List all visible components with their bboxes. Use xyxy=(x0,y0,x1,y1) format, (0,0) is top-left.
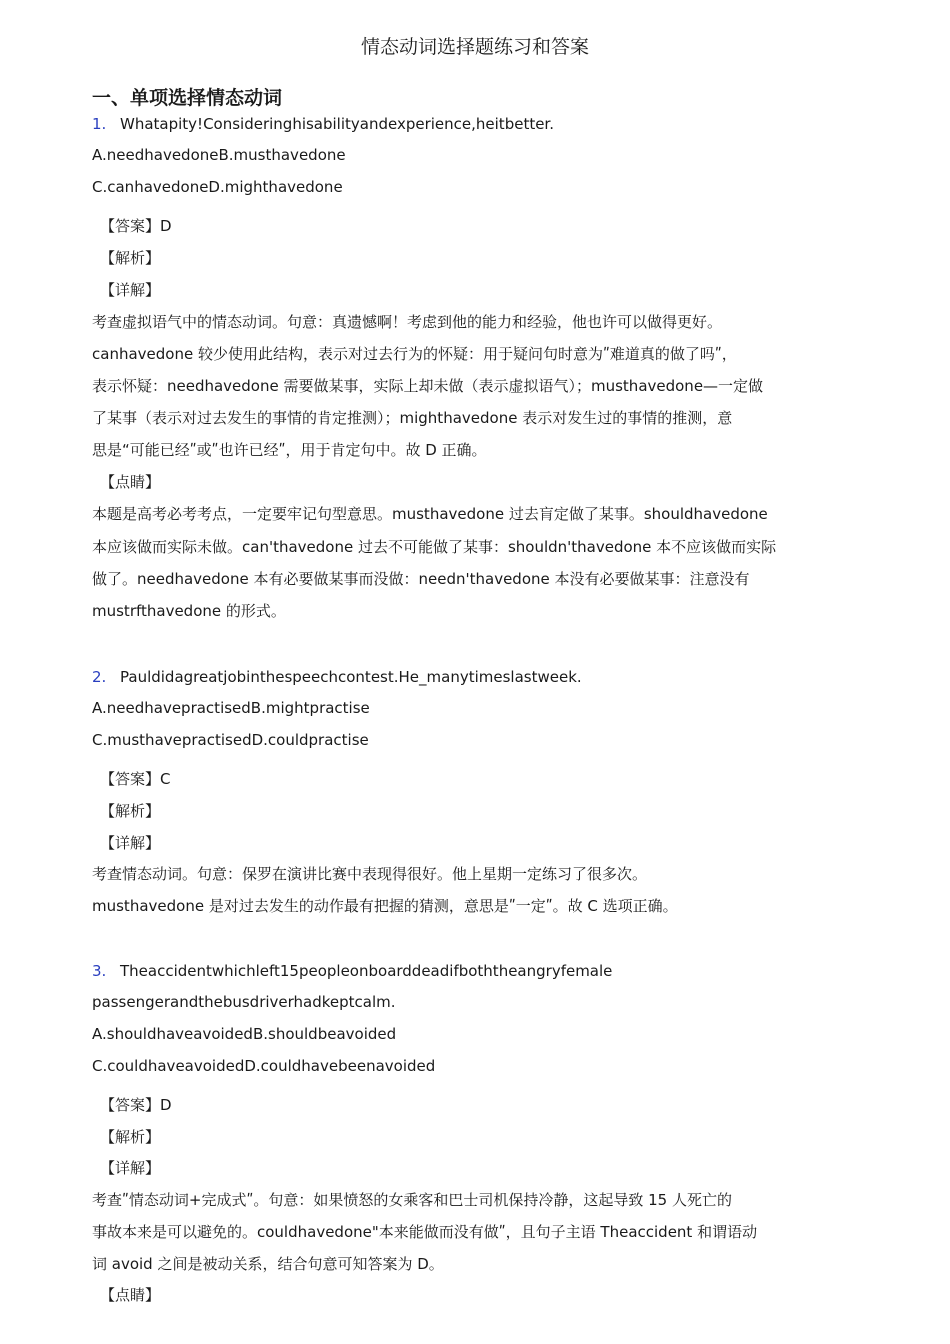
question-2-stem: 2. Pauldidagreatjobinthespeechcontest.He_manytimeslastweek. xyxy=(92,668,582,686)
question-3-stem-line: passengerandthebusdriverhadkeptcalm. xyxy=(92,993,396,1011)
tip-text-line: 本应该做而实际未做。can'thavedone 过去不可能做了某事：shouldn'thavedone 本不应该做而实际 xyxy=(92,538,777,556)
tip-text-line: 做了。needhavedone 本有必要做某事而没做：needn'thavedone 本没有必要做某事：注意没有 xyxy=(92,570,750,588)
document-title: 情态动词选择题练习和答案 xyxy=(360,36,589,58)
detail-text-line: 词 avoid 之间是被动关系，结合句意可知答案为 D。 xyxy=(92,1255,444,1273)
detail-text-line: 考查情态动词。句意：保罗在演讲比赛中表现得很好。他上星期一定练习了很多次。 xyxy=(92,865,648,883)
detail-label: 【详解】 xyxy=(100,1159,161,1177)
analysis-label: 【解析】 xyxy=(100,249,161,267)
section-heading: 一、单项选择情态动词 xyxy=(92,87,283,109)
question-1-option-line: C.canhavedoneD.mighthavedone xyxy=(92,178,343,196)
detail-text-line: musthavedone 是对过去发生的动作最有把握的猜测，意思是ʺ一定ʺ。故 C 选项正确。 xyxy=(92,897,678,915)
detail-label: 【详解】 xyxy=(100,281,161,299)
question-number: 2. xyxy=(92,668,107,686)
answer-label: 【答案】C xyxy=(100,770,171,788)
question-1-option-line: A.needhavedoneB.musthavedone xyxy=(92,146,346,164)
detail-text-line: 了某事（表示对过去发生的事情的肯定推测）；mighthavedone 表示对发生过的事情的推测，意 xyxy=(92,409,733,427)
question-3-option-line: C.couldhaveavoidedD.couldhavebeenavoided xyxy=(92,1057,436,1075)
detail-text-line: 事故本来是可以避免的。couldhavedone"本来能做而没有做ʺ，且句子主语 Theaccident 和谓语动 xyxy=(92,1223,758,1241)
question-2-option-line: A.needhavepractisedB.mightpractise xyxy=(92,699,370,717)
answer-label: 【答案】D xyxy=(100,1096,172,1114)
detail-text-line: canhavedone 较少使用此结构，表示对过去行为的怀疑：用于疑问句时意为ʺ难道真的做了吗ʺ， xyxy=(92,345,737,363)
tip-label: 【点睛】 xyxy=(100,473,161,491)
tip-text-line: 本题是高考必考考点，一定要牢记句型意思。musthavedone 过去肓定做了某事。shouldhavedone xyxy=(92,505,768,523)
tip-text-line: mustrfthavedone 的形式。 xyxy=(92,602,286,620)
detail-text-line: 考查ʺ情态动词+完成式ʺ。句意：如果愤怒的女乘客和巴士司机保持冷静，这起导致 15 人死亡的 xyxy=(92,1191,732,1209)
analysis-label: 【解析】 xyxy=(100,1128,161,1146)
analysis-label: 【解析】 xyxy=(100,802,161,820)
detail-label: 【详解】 xyxy=(100,834,161,852)
question-number: 3. xyxy=(92,962,107,980)
question-3-stem: 3. Theaccidentwhichleft15peopleonboarddeadifboththeangryfemale xyxy=(92,962,613,980)
detail-text-line: 思是“可能已经ʺ或ʺ也许已经ʺ，用于肯定句中。故 D 正确。 xyxy=(92,441,487,459)
question-1-stem: 1. Whatapity!Consideringhisabilityandexperience,heitbetter. xyxy=(92,115,554,133)
detail-text-line: 表示怀疑：needhavedone 需要做某事，实际上却未做（表示虚拟语气）；musthavedone—一定做 xyxy=(92,377,764,395)
question-3-option-line: A.shouldhaveavoidedB.shouldbeavoided xyxy=(92,1025,397,1043)
tip-label: 【点睛】 xyxy=(100,1286,161,1304)
answer-label: 【答案】D xyxy=(100,217,172,235)
question-2-option-line: C.musthavepractisedD.couldpractise xyxy=(92,731,369,749)
detail-text-line: 考查虚拟语气中的情态动词。句意：真遗憾啊！考虑到他的能力和经验，他也许可以做得更好。 xyxy=(92,313,723,331)
question-number: 1. xyxy=(92,115,107,133)
